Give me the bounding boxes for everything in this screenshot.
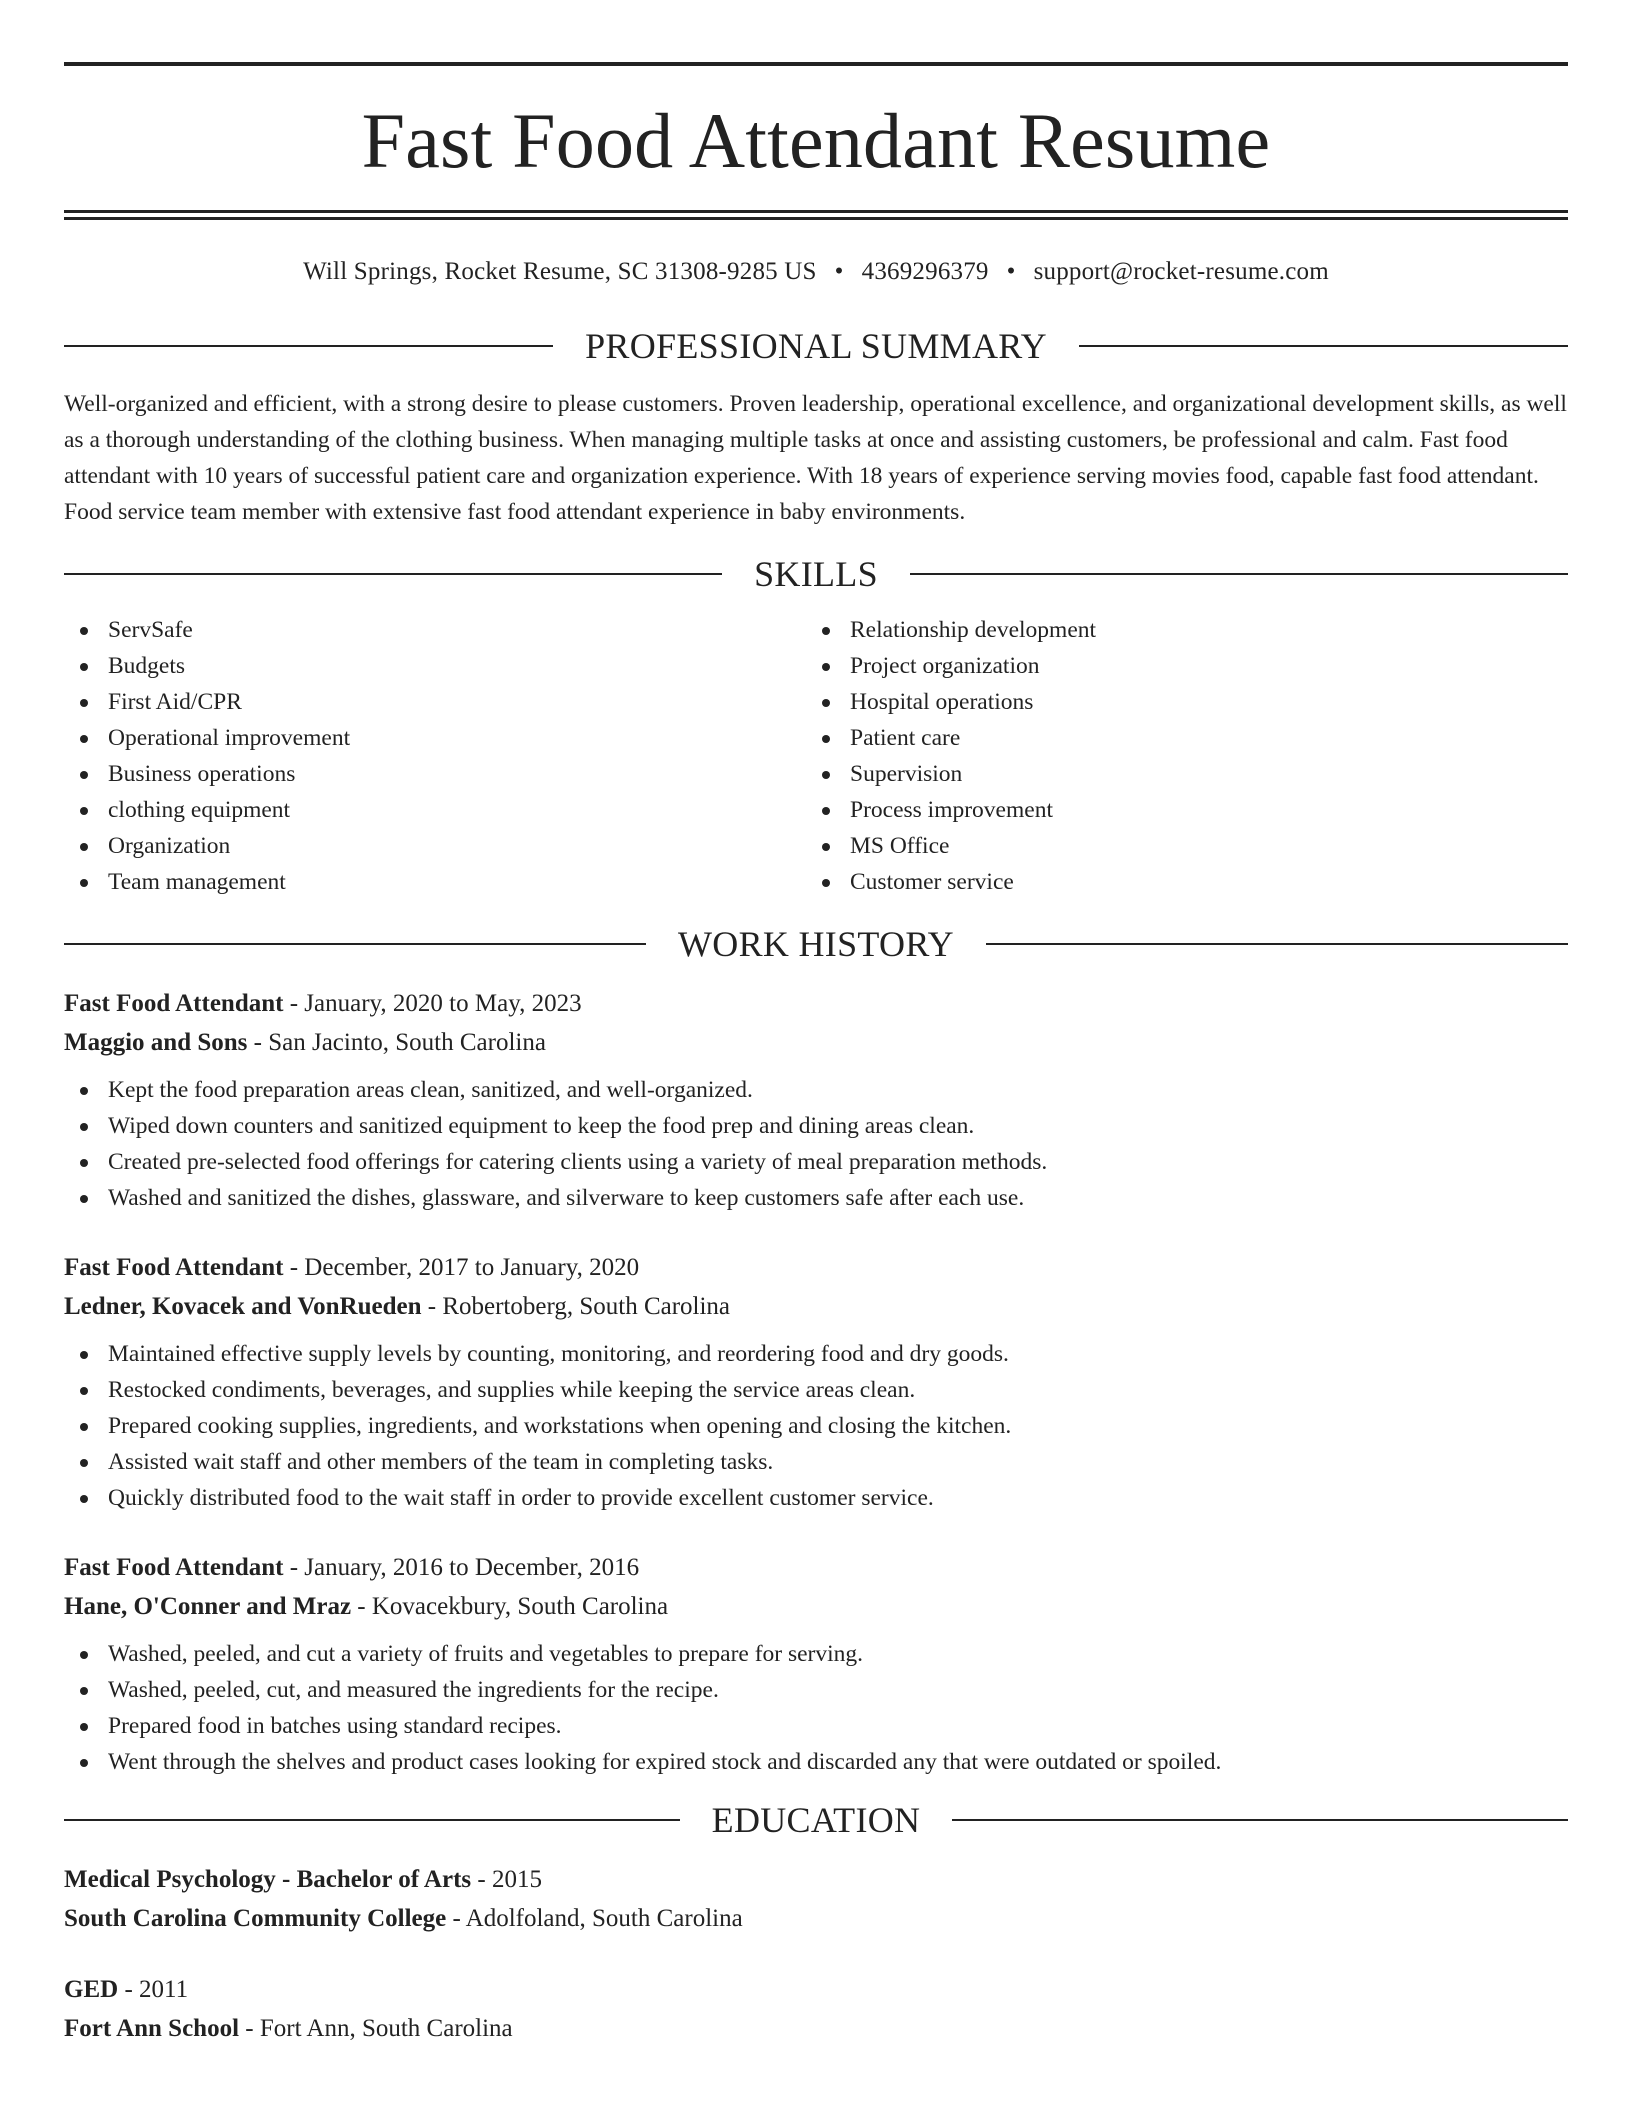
heading-rule xyxy=(1079,345,1568,347)
skill-item: Process improvement xyxy=(806,792,1548,828)
section-title: PROFESSIONAL SUMMARY xyxy=(585,326,1047,366)
title-double-rule xyxy=(64,210,1568,220)
skill-item: MS Office xyxy=(806,828,1548,864)
skill-item: Business operations xyxy=(64,756,806,792)
heading-rule xyxy=(64,1819,680,1821)
job-dates: January, 2020 to May, 2023 xyxy=(304,990,582,1017)
job-entry xyxy=(64,984,1568,1216)
contact-address: Will Springs, Rocket Resume, SC 31308-9285 US xyxy=(303,258,817,285)
dash: - xyxy=(124,1976,133,2003)
job-entry xyxy=(64,1548,1568,1780)
section-heading-education xyxy=(64,1802,1568,1838)
section-title: WORK HISTORY xyxy=(678,924,954,964)
section-title: EDUCATION xyxy=(711,1800,921,1840)
heading-rule xyxy=(64,943,646,945)
dash: - xyxy=(289,1554,299,1581)
skill-item: Operational improvement xyxy=(64,720,806,756)
education-degree: Medical Psychology - Bachelor of Arts xyxy=(64,1866,472,1893)
education-degree: GED xyxy=(64,1976,119,2003)
job-title: Fast Food Attendant xyxy=(64,1554,284,1581)
job-company: Maggio and Sons xyxy=(64,1029,248,1056)
heading-rule xyxy=(64,573,722,575)
job-bullet: Created pre-selected food offerings for catering clients using a variety of meal preparation methods. xyxy=(64,1144,1568,1180)
contact-phone: 4369296379 xyxy=(861,258,989,285)
job-company-line xyxy=(64,1587,1568,1626)
job-bullet: Prepared food in batches using standard recipes. xyxy=(64,1708,1568,1744)
skill-item: Hospital operations xyxy=(806,684,1548,720)
job-bullets xyxy=(64,1072,1568,1216)
education-school-line xyxy=(64,2009,1568,2048)
education-year: 2011 xyxy=(139,1976,189,2003)
heading-rule xyxy=(952,1819,1568,1821)
job-title: Fast Food Attendant xyxy=(64,1254,284,1281)
job-bullets xyxy=(64,1636,1568,1780)
job-bullet: Washed, peeled, cut, and measured the ingredients for the recipe. xyxy=(64,1672,1568,1708)
dash: - xyxy=(357,1593,366,1620)
job-company-line xyxy=(64,1023,1568,1062)
skill-item: Budgets xyxy=(64,648,806,684)
section-heading-summary xyxy=(64,328,1568,364)
skill-item: Customer service xyxy=(806,864,1548,900)
skill-item: clothing equipment xyxy=(64,792,806,828)
education-year: 2015 xyxy=(491,1866,542,1893)
job-bullet: Washed, peeled, and cut a variety of fruits and vegetables to prepare for serving. xyxy=(64,1636,1568,1672)
job-bullet: Restocked condiments, beverages, and supplies while keeping the service areas clean. xyxy=(64,1372,1568,1408)
section-heading-work xyxy=(64,926,1568,962)
summary-text: Well-organized and efficient, with a strong desire to please customers. Proven leadership, operational excellence, and organizational development skills, as well as a thorough understanding of the clothing business. When managing multiple tasks at once and assisting customers, be professional and calm. Fast food attendant with 10 years of successful patient care and organization experience. With 18 years of experience serving movies food, capable fast food attendant. Food service team member with extensive fast food attendant experience in baby environments. xyxy=(64,391,1567,525)
education-school: South Carolina Community College xyxy=(64,1905,447,1932)
dash: - xyxy=(452,1905,461,1932)
job-dates: January, 2016 to December, 2016 xyxy=(304,1554,640,1581)
job-title: Fast Food Attendant xyxy=(64,990,284,1017)
skill-item: First Aid/CPR xyxy=(64,684,806,720)
skill-item: Patient care xyxy=(806,720,1548,756)
job-entry xyxy=(64,1248,1568,1516)
section-heading-skills xyxy=(64,556,1568,592)
page-title: Fast Food Attendant Resume xyxy=(361,97,1271,184)
job-bullet: Assisted wait staff and other members of the team in completing tasks. xyxy=(64,1444,1568,1480)
contact-separator: • xyxy=(834,258,844,285)
contact-email: support@rocket-resume.com xyxy=(1033,258,1329,285)
skill-item: Organization xyxy=(64,828,806,864)
heading-rule xyxy=(986,943,1568,945)
job-location: Kovacekbury, South Carolina xyxy=(371,1593,669,1620)
job-dates: December, 2017 to January, 2020 xyxy=(304,1254,640,1281)
education-entry xyxy=(64,1970,1568,2048)
dash: - xyxy=(253,1029,262,1056)
education-location: Adolfoland, South Carolina xyxy=(465,1905,743,1932)
education-entry xyxy=(64,1860,1568,1938)
contact-separator: • xyxy=(1006,258,1016,285)
education-school-line xyxy=(64,1899,1568,1938)
job-bullet: Maintained effective supply levels by counting, monitoring, and reordering food and dry goods. xyxy=(64,1336,1568,1372)
job-title-line xyxy=(64,1248,1568,1287)
skill-item: Supervision xyxy=(806,756,1548,792)
job-bullet: Prepared cooking supplies, ingredients, and workstations when opening and closing the kitchen. xyxy=(64,1408,1568,1444)
job-company-line xyxy=(64,1287,1568,1326)
heading-rule xyxy=(910,573,1568,575)
skill-item: Relationship development xyxy=(806,612,1548,648)
job-bullet: Quickly distributed food to the wait staff in order to provide excellent customer service. xyxy=(64,1480,1568,1516)
resume-page xyxy=(64,0,1568,2048)
job-title-line xyxy=(64,984,1568,1023)
job-location: Robertoberg, South Carolina xyxy=(442,1293,731,1320)
skill-item: Team management xyxy=(64,864,806,900)
job-bullets xyxy=(64,1336,1568,1516)
dash: - xyxy=(427,1293,437,1320)
contact-line xyxy=(64,258,1568,286)
education-school: Fort Ann School xyxy=(64,2015,240,2042)
job-location: San Jacinto, South Carolina xyxy=(268,1029,546,1056)
job-bullet: Kept the food preparation areas clean, sanitized, and well-organized. xyxy=(64,1072,1568,1108)
dash: - xyxy=(477,1866,486,1893)
job-title-line xyxy=(64,1548,1568,1587)
job-bullet: Washed and sanitized the dishes, glassware, and silverware to keep customers safe after each use. xyxy=(64,1180,1568,1216)
job-bullet: Went through the shelves and product cases looking for expired stock and discarded any that were outdated or spoiled. xyxy=(64,1744,1568,1780)
dash: - xyxy=(289,1254,299,1281)
skill-item: ServSafe xyxy=(64,612,806,648)
section-title: SKILLS xyxy=(754,554,878,594)
dash: - xyxy=(289,990,299,1017)
skills-list xyxy=(64,612,1568,900)
job-company: Hane, O'Conner and Mraz xyxy=(64,1593,352,1620)
job-company: Ledner, Kovacek and VonRueden xyxy=(64,1293,422,1320)
skills-column-left xyxy=(64,612,806,900)
heading-rule xyxy=(64,345,553,347)
skill-item: Project organization xyxy=(806,648,1548,684)
dash: - xyxy=(245,2015,254,2042)
job-bullet: Wiped down counters and sanitized equipment to keep the food prep and dining areas clean. xyxy=(64,1108,1568,1144)
education-location: Fort Ann, South Carolina xyxy=(259,2015,513,2042)
education-degree-line xyxy=(64,1970,1568,2009)
top-rule xyxy=(64,62,1568,66)
education-degree-line xyxy=(64,1860,1568,1899)
skills-column-right xyxy=(806,612,1548,900)
